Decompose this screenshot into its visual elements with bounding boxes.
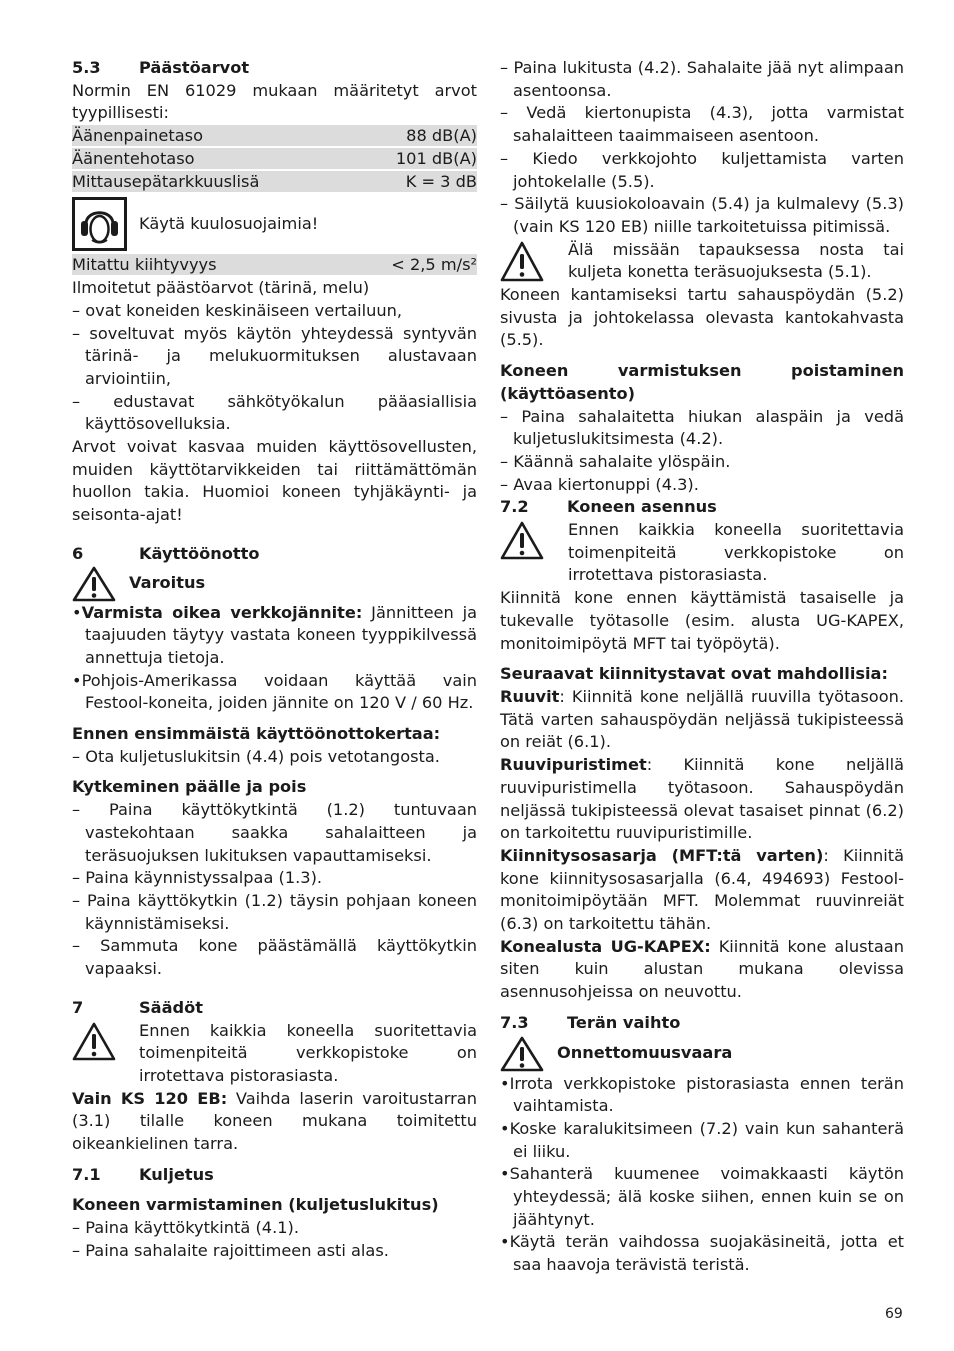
section-title: Koneen asennus [567, 497, 717, 517]
section-7-heading [72, 997, 477, 1020]
row-label: Äänenpainetaso [72, 126, 203, 146]
vibration-row [72, 254, 477, 275]
warning-triangle-icon [72, 566, 116, 602]
warning-label: Varoitus [129, 573, 206, 593]
paragraph [500, 845, 904, 936]
section-title: Käyttöönotto [139, 543, 260, 563]
list-item: – Paina sahalaite rajoittimeen asti alas. [72, 1240, 389, 1260]
list-item: – soveltuvat myös käytön yhteydessä syntyvän tärinä- ja melukuormituksen alustavaan arviointiin, [72, 323, 477, 388]
section-title: Päästöarvot [139, 58, 250, 77]
section-title: Kuljetus [139, 1164, 214, 1184]
row-label: Mitattu kiihtyvyys [72, 255, 217, 275]
paragraph [500, 754, 904, 845]
subheading: Kytkeminen päälle ja pois [72, 777, 307, 797]
table-row [72, 148, 477, 169]
accident-warning-heading [500, 1035, 904, 1073]
list-item: •Pohjois-Amerikassa voidaan käyttää vain Festool-koneita, joiden jännite on 120 V / 60 Hz. [72, 670, 477, 713]
warning-text: Ennen kaikkia koneella suoritettavia toimenpiteitä verkkopistoke on irrotettava pistorasiasta. [139, 1020, 477, 1085]
bold-lead: Ruuvipuristimet [500, 755, 647, 775]
section-number: 7 [72, 997, 84, 1017]
row-value: < 2,5 m/s² [391, 255, 477, 275]
table-row [72, 171, 477, 192]
bullet-text: Käytä terän vaihdossa suojakäsineitä, jotta et saa haavoja terävistä teristä. [509, 1232, 904, 1275]
bold-lead: Konealusta UG-KAPEX: [500, 936, 711, 956]
lift-warning [500, 239, 904, 284]
bullet-text: Koske karalukitsimeen (7.2) vain kun sahanterä ei liiku. [509, 1118, 904, 1161]
paragraph [72, 1088, 477, 1156]
row-value: 101 dB(A) [395, 149, 477, 169]
warning-triangle-icon [500, 1036, 544, 1072]
bullet-text: Sahanterä kuumenee voimakkaasti käytön yhteydessä; älä koske siihen, ennen kuin se on jäähtynyt. [509, 1164, 904, 1229]
subheading: Koneen varmistuksen poistaminen (käyttöasento) [500, 361, 904, 403]
list-item: – ovat koneiden keskinäiseen vertailuun, [72, 300, 403, 320]
ear-protection-notice [72, 196, 477, 252]
paragraph [500, 936, 904, 1004]
section-number: 7.3 [500, 1012, 529, 1032]
warning-triangle-icon [500, 521, 544, 561]
section-5-3-heading [72, 57, 477, 80]
list-item: – Paina käyttökytkintä (4.1). [72, 1218, 299, 1238]
list-item: – Ota kuljetuslukitsin (4.4) pois vetotangosta. [72, 746, 440, 766]
bold-lead: Varmista oikea verkkojännite: [81, 602, 363, 622]
section-number: 7.1 [72, 1164, 101, 1184]
paragraph: Koneen kantamiseksi tartu sahauspöydän (5.2) sivusta ja johtokelassa olevasta kantokahvasta (5.5). [500, 285, 904, 350]
list-item: – Paina käyttökytkintä (1.2) tuntuvaan vastekohtaan saakka sahalaitteen ja teräsuojuksen lukituksen vapauttamiseksi. [72, 800, 477, 865]
emission-table [72, 125, 477, 192]
warning-heading [72, 566, 477, 602]
row-label: Äänentehotaso [72, 149, 195, 169]
list-item: •Irrota verkkopistoke pistorasiasta ennen terän vaihtamista. [500, 1073, 904, 1116]
paragraph-text: Vaihda laserin varoitustarran (3.1) tilalle koneen mukana toimitettu oikeankielinen tarra. [72, 1088, 477, 1154]
bullet-text: Pohjois-Amerikassa voidaan käyttää vain Festool-koneita, joiden jännite on 120 V / 60 Hz. [81, 670, 477, 713]
section-number: 5.3 [72, 58, 101, 77]
section-number: 6 [72, 543, 84, 563]
list-item: •Sahanterä kuumenee voimakkaasti käytön yhteydessä; älä koske siihen, ennen kuin se on jäähtynyt. [500, 1164, 904, 1229]
section-7-2-warning [500, 519, 904, 587]
bold-lead: Vain KS 120 EB: [72, 1088, 228, 1108]
warning-triangle-icon [72, 1022, 116, 1062]
list-item: – Vedä kiertonupista (4.3), jotta varmistat sahalaitteen taaimmaiseen asentoon. [500, 103, 904, 146]
paragraph-text: : Kiinnitä kone kiinnitysosasarjalla (6.4, 494693) Festool-monitoimipöytään MFT. Molemmat ruuvinreiät (6.3) on tarkoitettu tähän. [500, 845, 904, 934]
bullet-text: Irrota verkkopistoke pistorasiasta ennen terän vaihtamista. [509, 1073, 904, 1116]
warning-triangle-icon [500, 241, 544, 283]
list-item: – Paina lukitusta (4.2). Sahalaite jää nyt alimpaan asentoonsa. [500, 58, 904, 100]
row-label: Mittausepätarkkuuslisä [72, 172, 260, 192]
list-item: – Kiedo verkkojohto kuljettamista varten johtokelalle (5.5). [500, 148, 904, 191]
bullet-text: Jännitteen ja taajuuden täytyy vastata koneen tyyppikilvessä annettuja tietoja. [85, 602, 477, 667]
warning-text: Ennen kaikkia koneella suoritettavia toimenpiteitä verkkopistoke on irrotettava pistorasiasta. [568, 520, 904, 585]
table-row [72, 125, 477, 146]
bold-lead: Ruuvit [500, 686, 560, 706]
ear-protection-text: Käytä kuulosuojaimia! [139, 213, 319, 233]
emission-intro: Normin EN 61029 mukaan määritetyt arvot tyypillisesti: [72, 80, 477, 123]
list-item: – Sammuta kone päästämällä käyttökytkin vapaaksi. [72, 936, 477, 979]
subheading: Ennen ensimmäistä käyttöönottokertaa: [72, 724, 441, 744]
list-item: •Varmista oikea verkkojännite: Jännitteen ja taajuuden täytyy vastata koneen tyyppikilvessä annettuja tietoja. [72, 602, 477, 667]
paragraph-text: : Kiinnitä kone neljällä ruuvipuristimella työtasoon. Sahauspöydän neljässä tukipisteessä olevat tasaiset pinnat (6.2) on tarkoitettu ruuvipuristimille. [500, 755, 904, 843]
paragraph-text: Kiinnitä kone alustaan siten kuin alustan mukana olevissa asennusohjeissa on neuvottu. [500, 936, 904, 1002]
subheading: Seuraavat kiinnitystavat ovat mahdollisia: [500, 664, 888, 684]
section-number: 7.2 [500, 497, 529, 517]
paragraph: Kiinnitä kone ennen käyttämistä tasaiselle ja tukevalle työtasolle (esim. alusta UG-KAPEX, monitoimipöytä MFT tai työpöytä). [500, 588, 904, 653]
paragraph-text: : Kiinnitä kone neljällä ruuvilla työtasoon. Tätä varten sahauspöydän neljässä tukipisteessä on reiät (6.1). [500, 686, 904, 752]
row-value: K = 3 dB [405, 172, 477, 192]
section-7-warning [72, 1020, 477, 1088]
warning-text: Älä missään tapauksessa nosta tai kuljeta konetta teräsuojuksesta (5.1). [568, 239, 904, 282]
warning-label: Onnettomuusvaara [557, 1043, 733, 1063]
list-item: – Paina käyttökytkin (1.2) täysin pohjaan koneen käynnistämiseksi. [72, 890, 477, 933]
declared-values-text: Ilmoitetut päästöarvot (tärinä, melu) [72, 278, 370, 298]
list-item: – Käännä sahalaite ylöspäin. [500, 451, 731, 471]
values-note: Arvot voivat kasvaa muiden käyttösovellusten, muiden käyttötarvikkeiden tai riittämättömän huollon takia. Huomioi koneen tyhjäkäynti- ja seisonta-ajat! [72, 437, 477, 525]
subheading: Koneen varmistaminen (kuljetuslukitus) [72, 1195, 439, 1215]
list-item: – Paina käynnistyssalpaa (1.3). [72, 868, 323, 888]
bold-lead: Kiinnitysosasarja (MFT:tä varten) [500, 845, 824, 865]
section-7-1-heading [72, 1164, 477, 1187]
list-item: – Avaa kiertonuppi (4.3). [500, 474, 699, 494]
section-7-3-heading [500, 1012, 904, 1035]
section-6-heading [72, 543, 477, 566]
left-column [72, 57, 477, 1263]
paragraph [500, 686, 904, 754]
row-value: 88 dB(A) [406, 126, 477, 146]
list-item: – edustavat sähkötyökalun pääasiallisia käyttösovelluksia. [72, 391, 477, 434]
list-item: – Paina sahalaitetta hiukan alaspäin ja vedä kuljetuslukitsimesta (4.2). [500, 406, 904, 449]
section-title: Terän vaihto [567, 1012, 681, 1032]
section-title: Säädöt [139, 997, 203, 1017]
list-item: •Koske karalukitsimeen (7.2) vain kun sahanterä ei liiku. [500, 1118, 904, 1161]
list-item: •Käytä terän vaihdossa suojakäsineitä, jotta et saa haavoja terävistä teristä. [500, 1232, 904, 1275]
section-7-2-heading [500, 496, 904, 519]
list-item: – Säilytä kuusiokoloavain (5.4) ja kulmalevy (5.3) (vain KS 120 EB) niille tarkoitetuissa pitimissä. [500, 194, 904, 236]
right-column [500, 57, 904, 1277]
page-number: 69 [885, 1306, 903, 1322]
ear-protection-icon [72, 197, 127, 251]
